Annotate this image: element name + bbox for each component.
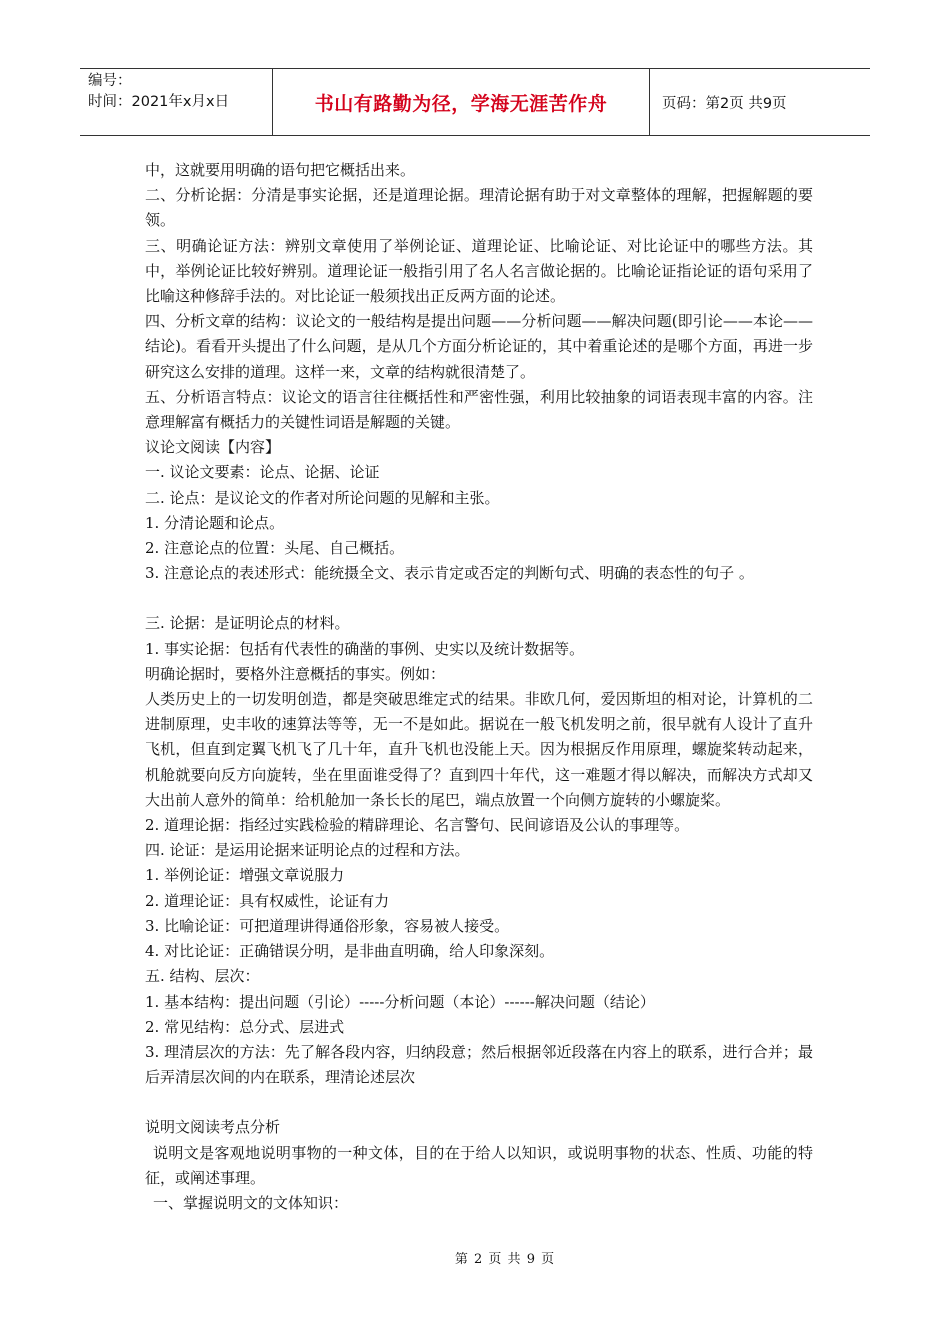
paragraph: 2. 道理论据：指经过实践检验的精辟理论、名言警句、民间谚语及公认的事理等。 bbox=[145, 816, 690, 835]
paragraph: 四、分析文章的结构：议论文的一般结构是提出问题——分析问题——解决问题(即引论——本论——结论)。看看开头提出了什么问题，是从几个方面分析论证的，其中着重论述的是哪个方面，再进一步研究这么安排的道理。这样一来，文章的结构就很清楚了。 bbox=[145, 312, 813, 381]
paragraph: 4. 对比论证：正确错误分明，是非曲直明确，给人印象深刻。 bbox=[145, 942, 555, 961]
section-heading: 议论文阅读【内容】 bbox=[145, 438, 281, 457]
document-time-label: 时间：2021年x月x日 bbox=[88, 94, 230, 110]
header-page-info: 页码：第2页 共9页 bbox=[662, 95, 787, 112]
paragraph: 1. 基本结构：提出问题（引论）-----分析问题（本论）------解决问题（结论） bbox=[145, 992, 655, 1011]
paragraph: 一. 议论文要素：论点、论据、论证 bbox=[145, 463, 380, 482]
paragraph: 三、明确论证方法：辨别文章使用了举例论证、道理论证、比喻论证、对比论证中的哪些方法。其中，举例论证比较好辨别。道理论证一般指引用了名人名言做论据的。比喻论证指论证的语句采用了比喻这种修辞手法的。对比论证一般须找出正反两方面的论述。 bbox=[145, 236, 813, 306]
paragraph: 中，这就要用明确的语句把它概括出来。 bbox=[145, 161, 416, 179]
paragraph: 五. 结构、层次： bbox=[145, 967, 260, 986]
blank-line bbox=[145, 586, 813, 611]
paragraph: 3. 理清层次的方法：先了解各段内容，归纳段意；然后根据邻近段落在内容上的联系，进行合并；最后弄清层次间的内在联系，理清论述层次 bbox=[145, 1042, 813, 1087]
paragraph: 二. 论点：是议论文的作者对所论问题的见解和主张。 bbox=[145, 488, 500, 507]
paragraph: 人类历史上的一切发明创造，都是突破思维定式的结果。非欧几何，爱因斯坦的相对论，计算机的二进制原理，史丰收的速算法等等，无一不是如此。据说在一般飞机发明之前，很早就有人设计了直升飞机，但直到定翼飞机飞了几十年，直升飞机也没能上天。因为根据反作用原理，螺旋桨转动起来，机舱就要向反方向旋转，坐在里面谁受得了？直到四十年代，这一难题才得以解决，而解决方式却又大出前人意外的简单：给机舱加一条长长的尾巴，端点放置一个向侧方旋转的小螺旋桨。 bbox=[145, 690, 813, 809]
blank-line bbox=[145, 1090, 813, 1115]
paragraph: 1. 分清论题和论点。 bbox=[145, 513, 285, 532]
page-header bbox=[80, 68, 870, 136]
paragraph: 2. 道理论证：具有权威性，论证有力 bbox=[145, 891, 390, 910]
header-meta bbox=[80, 69, 272, 135]
paragraph: 2. 注意论点的位置：头尾、自己概括。 bbox=[145, 539, 405, 558]
section-heading: 说明文阅读考点分析 bbox=[145, 1118, 281, 1137]
header-motto: 书山有路勤为径，学海无涯苦作舟 bbox=[272, 69, 650, 135]
paragraph: 明确论据时，要格外注意概括的事实。例如： bbox=[145, 664, 446, 683]
paragraph: 四. 论证：是运用论据来证明论点的过程和方法。 bbox=[145, 841, 470, 860]
paragraph: 3. 注意论点的表述形式：能统摄全文、表示肯定或否定的判断句式、明确的表态性的句子 。 bbox=[145, 564, 754, 583]
page-footer: 第 2 页 共 9 页 bbox=[454, 1252, 556, 1267]
document-body bbox=[145, 158, 813, 1216]
paragraph: 三. 论据：是证明论点的材料。 bbox=[145, 614, 350, 633]
document-number-label: 编号： bbox=[88, 73, 132, 89]
paragraph: 2. 常见结构：总分式、层进式 bbox=[145, 1017, 345, 1036]
paragraph: 3. 比喻论证：可把道理讲得通俗形象，容易被人接受。 bbox=[145, 916, 510, 935]
paragraph: 五、分析语言特点：议论文的语言往往概括性和严密性强，利用比较抽象的词语表现丰富的内容。注意理解富有概括力的关键性词语是解题的关键。 bbox=[145, 387, 813, 432]
paragraph: 1. 举例论证：增强文章说服力 bbox=[145, 866, 345, 885]
paragraph: 1. 事实论据：包括有代表性的确凿的事例、史实以及统计数据等。 bbox=[145, 639, 585, 658]
paragraph: 二、分析论据：分清是事实论据，还是道理论据。理清论据有助于对文章整体的理解，把握解题的要领。 bbox=[145, 186, 813, 230]
paragraph: 一、掌握说明文的文体知识： bbox=[153, 1193, 349, 1212]
paragraph: 说明文是客观地说明事物的一种文体，目的在于给人以知识，或说明事物的状态、性质、功能的特征，或阐述事理。 bbox=[145, 1143, 813, 1187]
